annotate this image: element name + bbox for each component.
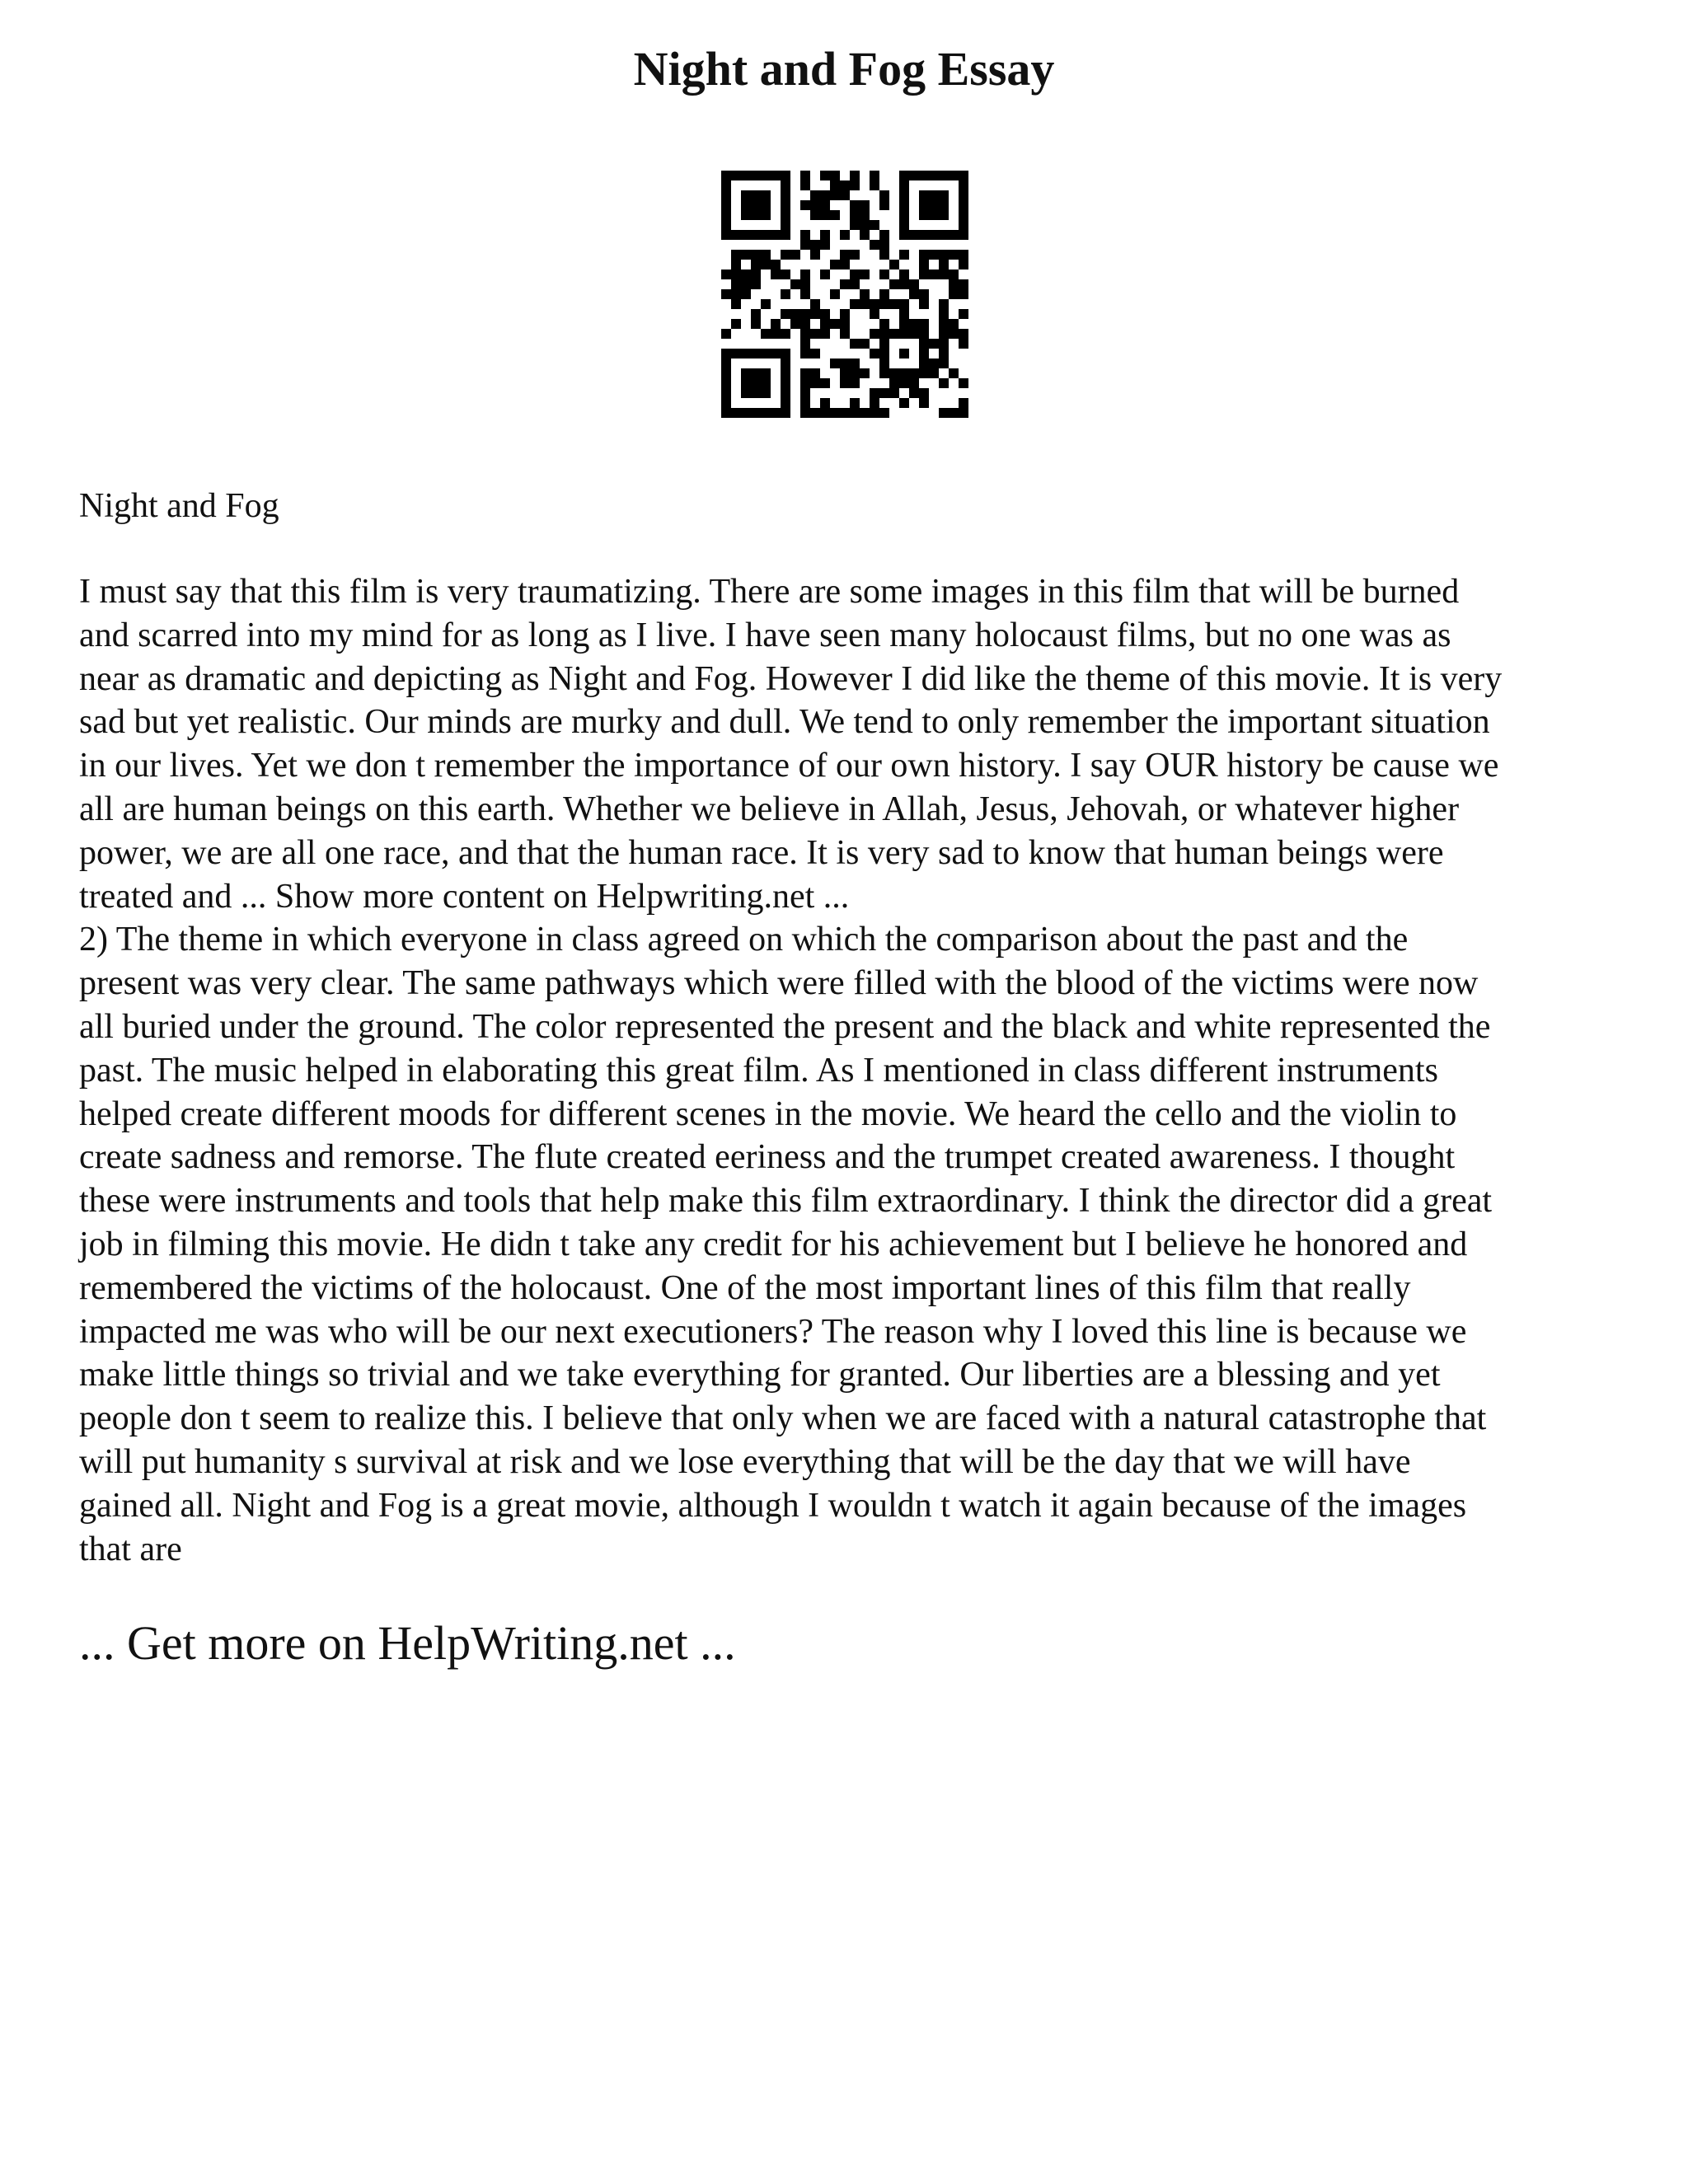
essay-body-line: sad but yet realistic. Our minds are murky and dull. We tend to only remember the important situation (79, 703, 1490, 742)
essay-body-line: present was very clear. The same pathways which were filled with the blood of the victims were now (79, 964, 1479, 1003)
qr-code-graphic (721, 171, 968, 418)
essay-body (79, 570, 1645, 1571)
essay-body-line: helped create different moods for different scenes in the movie. We heard the cello and the violin to (79, 1094, 1457, 1133)
essay-body-line: create sadness and remorse. The flute created eeriness and the trumpet created awareness. I thought (79, 1138, 1456, 1177)
essay-subtitle: Night and Fog (79, 487, 279, 525)
essay-body-line: that are (79, 1530, 182, 1568)
essay-body-line: gained all. Night and Fog is a great movie, although I wouldn t watch it again because of the images (79, 1486, 1467, 1525)
essay-body-line: treated and ... Show more content on Helpwriting.net ... (79, 877, 850, 916)
qr-code (721, 171, 968, 418)
essay-body-line: people don t seem to realize this. I believe that only when we are faced with a natural catastrophe that (79, 1399, 1487, 1438)
essay-body-line: past. The music helped in elaborating this great film. As I mentioned in class different instruments (79, 1051, 1438, 1090)
essay-body-line: impacted me was who will be our next executioners? The reason why I loved this line is because we (79, 1312, 1467, 1351)
essay-body-line: make little things so trivial and we take everything for granted. Our liberties are a blessing and yet (79, 1356, 1441, 1394)
essay-body-line: these were instruments and tools that help make this film extraordinary. I think the director did a great (79, 1182, 1493, 1221)
essay-body-line: job in filming this movie. He didn t take any credit for his achievement but I believe he honored and (79, 1225, 1468, 1263)
essay-body-line: all buried under the ground. The color represented the present and the black and white represented the (79, 1007, 1491, 1046)
essay-body-line: in our lives. Yet we don t remember the importance of our own history. I say OUR history be cause we (79, 747, 1499, 785)
essay-body-line: power, we are all one race, and that the human race. It is very sad to know that human beings were (79, 833, 1444, 872)
essay-body-line: I must say that this film is very traumatizing. There are some images in this film that will be burned (79, 573, 1460, 611)
essay-body-line: near as dramatic and depicting as Night and Fog. However I did like the theme of this movie. It is very (79, 659, 1503, 698)
essay-body-line: and scarred into my mind for as long as I live. I have seen many holocaust films, but no one was as (79, 616, 1451, 654)
essay-body-line: remembered the victims of the holocaust. One of the most important lines of this film that really (79, 1268, 1411, 1307)
essay-body-line: 2) The theme in which everyone in class agreed on which the comparison about the past and the (79, 921, 1409, 959)
essay-body-line: all are human beings on this earth. Whether we believe in Allah, Jesus, Jehovah, or whatever higher (79, 790, 1460, 828)
document-title: Night and Fog Essay (633, 42, 1055, 96)
essay-body-line: will put humanity s survival at risk and we lose everything that will be the day that we will have (79, 1442, 1411, 1481)
get-more-link[interactable]: ... Get more on HelpWriting.net ... (79, 1616, 736, 1670)
